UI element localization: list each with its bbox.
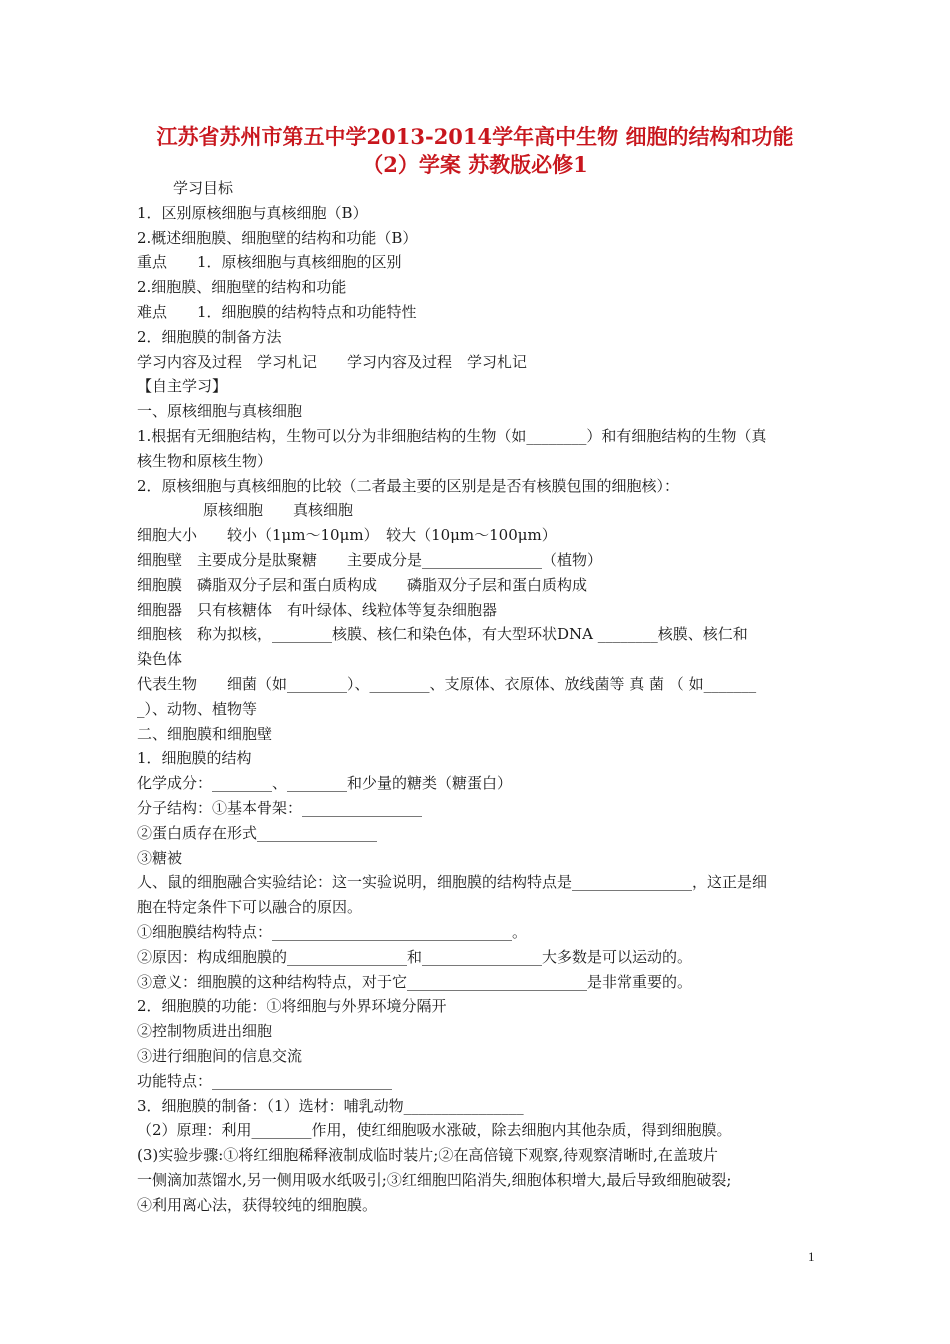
text-line: 2．细胞膜的功能：①将细胞与外界环境分隔开 [137, 997, 447, 1016]
text-line: 细胞器 只有核糖体 有叶绿体、线粒体等复杂细胞器 [137, 600, 498, 619]
text-line: 功能特点：________________________ [137, 1071, 393, 1090]
text-line: （2）原理：利用________作用，使红细胞吸水涨破，除去细胞内其他杂质，得到细胞膜。 [137, 1121, 732, 1140]
text-line: 细胞大小 较小（1μm～10μm） 较大（10μm～100μm） [137, 526, 557, 545]
text-line: 胞在特定条件下可以融合的原因。 [137, 898, 363, 917]
document-title-line-1: 江苏省苏州市第五中学2013-2014学年高中生物 细胞的结构和功能 [156, 124, 794, 149]
text-line: 染色体 [137, 650, 183, 669]
text-line: ②原因：构成细胞膜的________________和________________大多数是可以运动的。 [137, 947, 693, 966]
text-line: _）、动物、植物等 [137, 699, 258, 718]
text-line: ③进行细胞间的信息交流 [137, 1047, 303, 1065]
text-line: 一侧滴加蒸馏水,另一侧用吸水纸吸引;③红细胞凹陷消失,细胞体积增大,最后导致细胞破裂; [137, 1171, 732, 1189]
document-title-line-2: （2）学案 苏教版必修1 [362, 152, 588, 177]
text-line: 代表生物 细菌（如________）、________、支原体、衣原体、放线菌等 真 菌 （ 如_______ [137, 675, 757, 693]
text-line: 1.根据有无细胞结构，生物可以分为非细胞结构的生物（如________）和有细胞结构的生物（真 [137, 427, 767, 445]
text-line: ③糖被 [137, 848, 183, 867]
text-line: ③意义：细胞膜的这种结构特点，对于它________________________是非常重要的。 [137, 972, 693, 991]
text-line: 学习目标 [173, 179, 234, 197]
text-line: ②控制物质进出细胞 [137, 1022, 273, 1041]
text-line: 细胞核 称为拟核，________核膜、核仁和染色体，有大型环状DNA ________核膜、核仁和 [137, 625, 748, 644]
text-line: 3．细胞膜的制备：（1）选材：哺乳动物________________ [137, 1096, 524, 1115]
text-line: 【自主学习】 [137, 377, 228, 396]
text-line: ④利用离心法，获得较纯的细胞膜。 [137, 1195, 378, 1214]
text-line: 2.细胞膜、细胞壁的结构和功能 [137, 278, 347, 297]
text-line: 原核细胞 真核细胞 [173, 501, 354, 520]
text-line: 1．细胞膜的结构 [137, 749, 252, 768]
text-line: 2.概述细胞膜、细胞壁的结构和功能（B） [137, 228, 418, 247]
text-line: 核生物和原核生物） [137, 451, 273, 470]
text-line: 2．细胞膜的制备方法 [137, 327, 282, 346]
page-number: 1 [808, 1249, 815, 1264]
text-line: (3)实验步骤:①将红细胞稀释液制成临时装片;②在高倍镜下观察,待观察清晰时,在盖玻片 [137, 1146, 718, 1165]
text-line: 2．原核细胞与真核细胞的比较（二者最主要的区别是是否有核膜包围的细胞核）： [137, 476, 680, 495]
text-line: ①细胞膜结构特点：________________________________。 [137, 923, 528, 941]
text-line: 1．区别原核细胞与真核细胞（B） [137, 203, 368, 222]
text-line: 分子结构：①基本骨架：________________ [137, 799, 423, 817]
text-line: 二、细胞膜和细胞壁 [137, 724, 273, 743]
text-line: ②蛋白质存在形式________________ [137, 823, 378, 842]
text-line: 难点 1．细胞膜的结构特点和功能特性 [137, 303, 417, 321]
text-line: 细胞壁 主要成分是肽聚糖 主要成分是________________（植物） [137, 551, 603, 569]
text-line: 重点 1．原核细胞与真核细胞的区别 [137, 253, 402, 272]
text-line: 细胞膜 磷脂双分子层和蛋白质构成 磷脂双分子层和蛋白质构成 [137, 575, 588, 594]
text-line: 人、鼠的细胞融合实验结论：这一实验说明，细胞膜的结构特点是________________，这正是细 [137, 873, 768, 892]
text-line: 化学成分：________、________和少量的糖类（糖蛋白） [137, 774, 513, 793]
text-line: 学习内容及过程 学习札记 学习内容及过程 学习札记 [137, 352, 528, 371]
text-line: 一、原核细胞与真核细胞 [137, 402, 303, 421]
